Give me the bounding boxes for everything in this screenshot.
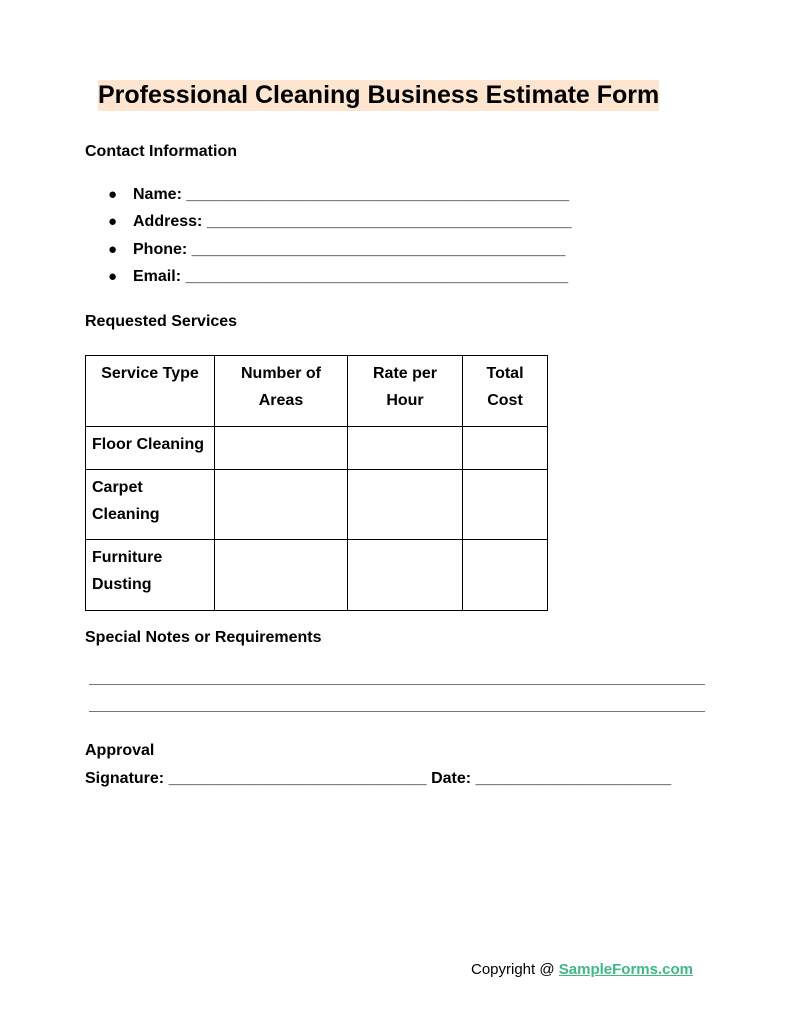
bullet-icon: ● [108, 240, 118, 258]
column-header: Number of Areas [215, 356, 348, 427]
date-blank[interactable]: ______________________ [475, 770, 672, 787]
service-name-cell: Floor Cleaning [86, 427, 215, 470]
date-label: Date: [431, 770, 472, 787]
signature-blank[interactable]: _____________________________ [168, 770, 427, 787]
rate-cell[interactable] [348, 540, 463, 611]
rate-cell[interactable] [348, 427, 463, 470]
phone-blank[interactable]: __________________________________________ [191, 240, 566, 258]
field-label: Email: [133, 268, 182, 286]
areas-cell[interactable] [215, 427, 348, 470]
column-header: Total Cost [463, 356, 548, 427]
contact-field-phone[interactable] [108, 240, 572, 267]
contact-field-email[interactable] [108, 267, 572, 294]
copyright-notice [471, 961, 693, 978]
signature-label: Signature: [85, 770, 165, 787]
brand-link[interactable]: SampleForms.com [558, 961, 693, 978]
total-cell[interactable] [463, 540, 548, 611]
table-row [86, 427, 548, 470]
field-label: Address: [133, 213, 203, 231]
rate-cell[interactable] [348, 470, 463, 540]
column-header: Service Type [86, 356, 215, 427]
services-table [85, 355, 548, 611]
approval-heading: Approval [85, 742, 155, 759]
email-blank[interactable]: ___________________________________________ [185, 268, 569, 286]
field-label: Name: [133, 186, 182, 203]
areas-cell[interactable] [215, 470, 348, 540]
contact-field-name[interactable] [108, 185, 572, 212]
bullet-icon: ● [108, 213, 118, 231]
notes-line[interactable] [89, 711, 705, 712]
services-heading: Requested Services [85, 313, 238, 330]
contact-fields-list [108, 185, 572, 295]
column-header: Rate per Hour [348, 356, 463, 427]
bullet-icon: ● [108, 186, 118, 203]
field-label: Phone: [133, 240, 188, 258]
copyright-text: Copyright @ [471, 961, 559, 978]
signature-row [85, 770, 671, 788]
bullet-icon: ● [108, 268, 118, 286]
contact-field-address[interactable] [108, 212, 572, 239]
contact-heading: Contact Information [85, 143, 237, 160]
total-cell[interactable] [463, 427, 548, 470]
notes-line[interactable] [89, 684, 705, 685]
table-row [86, 470, 548, 540]
areas-cell[interactable] [215, 540, 348, 611]
form-title: Professional Cleaning Business Estimate Form [98, 81, 660, 109]
service-name-cell: Carpet Cleaning [86, 470, 215, 540]
table-row [86, 540, 548, 611]
table-header-row [86, 356, 548, 427]
service-name-cell: Furniture Dusting [86, 540, 215, 611]
notes-heading: Special Notes or Requirements [85, 629, 322, 646]
name-blank[interactable]: ___________________________________________ [186, 186, 569, 203]
address-blank[interactable]: _________________________________________ [206, 213, 572, 231]
total-cell[interactable] [463, 470, 548, 540]
